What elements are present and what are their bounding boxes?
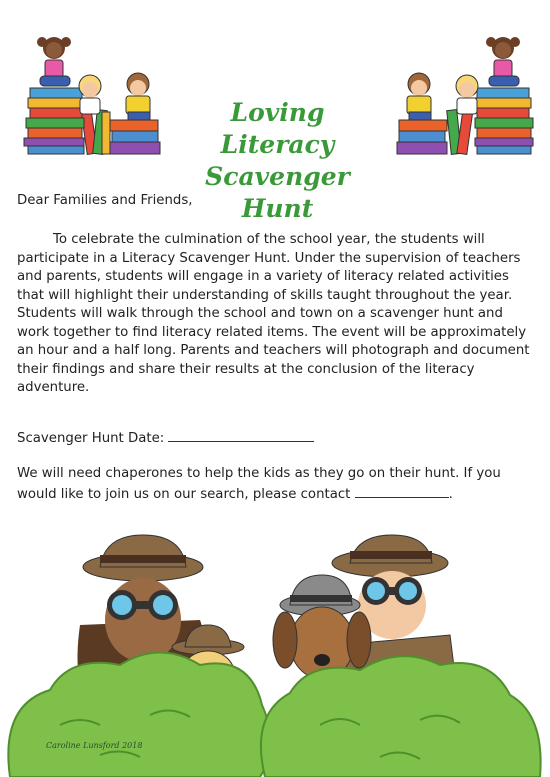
title-line-1: Loving Literacy	[220, 97, 335, 159]
bushes	[8, 653, 540, 777]
chaperone-text: We will need chaperones to help the kids as they go on their hunt. If you would like to join us on our search, please contact	[17, 466, 501, 502]
letter-body: To celebrate the culmination of the school year, the students will participate in a Literacy Scavenger Hunt. Under the supervision of teachers and parents, students will engage in a variety of literacy related activities that will highlight their understanding of skills taught throughout the year. Students will walk through the school and town on a scavenger hunt and work together to find literacy related items. The event will be approximately an hour and a half long. Parents and teachers will photograph and document their findings and share their results at the conclusion of the literacy adventure.	[17, 232, 530, 395]
title-line-2: Scavenger Hunt	[205, 161, 350, 223]
letter-greeting: Dear Families and Friends,	[17, 193, 193, 208]
date-blank	[168, 428, 314, 442]
kids-on-books-right-icon	[395, 28, 535, 156]
book-stack-right	[110, 120, 160, 154]
book-stack-left	[24, 88, 84, 154]
date-label: Scavenger Hunt Date:	[17, 431, 165, 446]
detectives-in-bushes-icon	[0, 525, 550, 777]
chaperone-request	[17, 465, 537, 504]
date-line	[17, 428, 537, 449]
kids-on-books-left-icon	[20, 28, 165, 156]
contact-blank	[355, 484, 449, 498]
dog-detective	[273, 575, 371, 679]
chaperone-end: .	[448, 486, 453, 502]
artist-credit: Caroline Lunsford 2018	[46, 741, 143, 750]
